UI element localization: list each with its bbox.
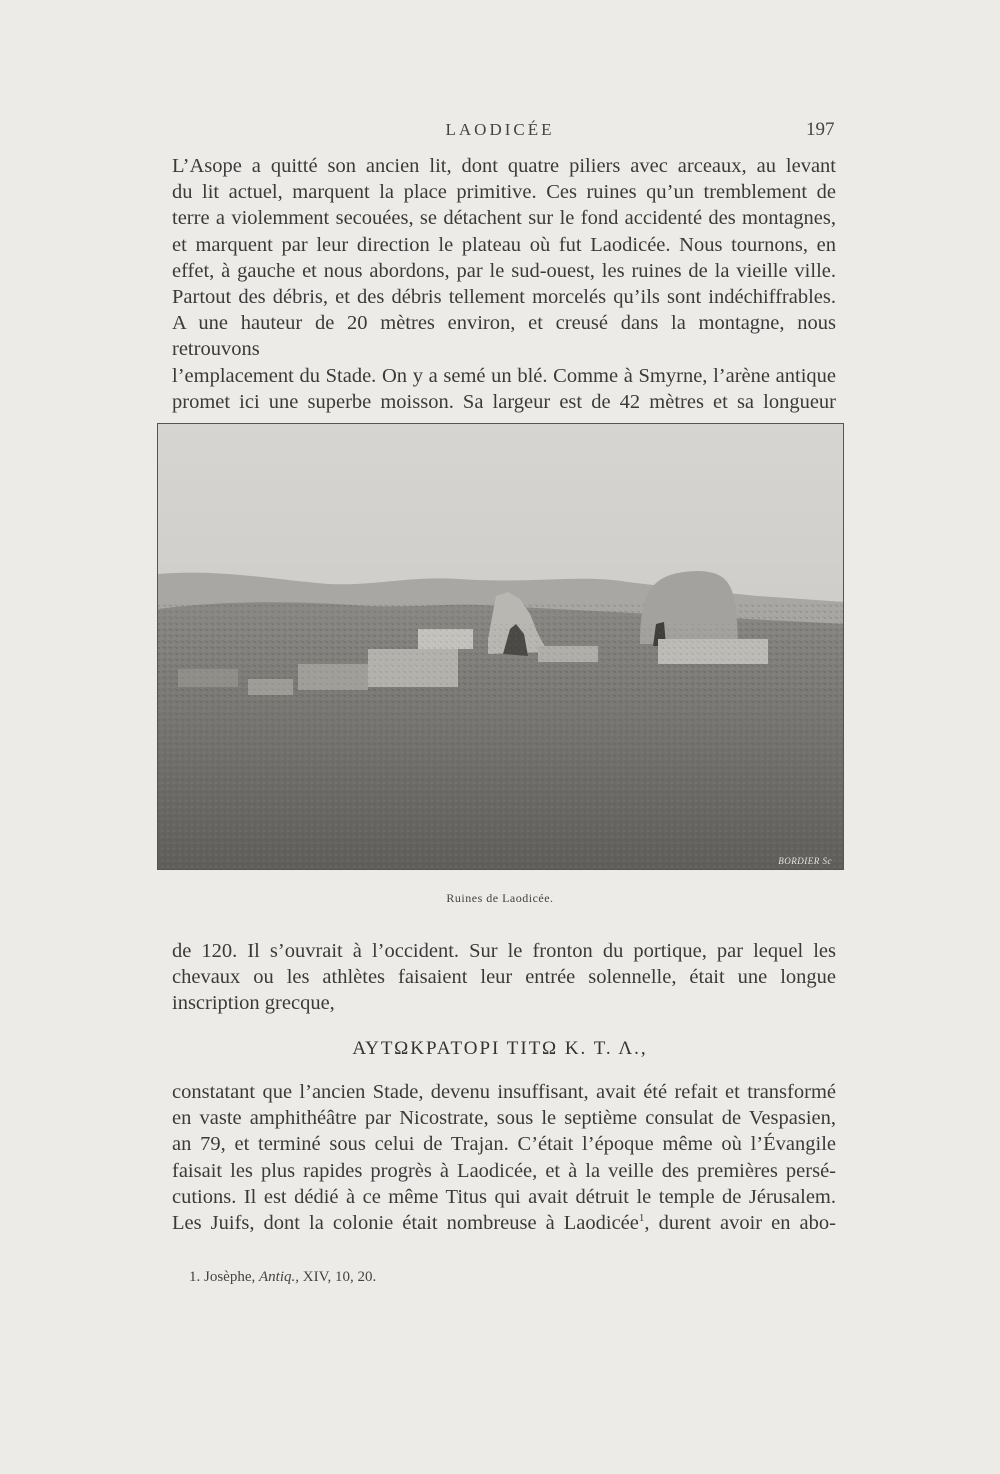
greek-inscription: ΑΥΤΩΚΡΑΤΟΡΙ ΤΙΤΩ Κ. Τ. Λ.,	[352, 1038, 648, 1059]
text-line: faisait les plus rapides progrès à Laodicée, et à la veille des premières persé-	[172, 1159, 836, 1182]
ruins-photograph	[157, 423, 844, 870]
text-line: cutions. Il est dédié à ce même Titus qui avait détruit le temple de Jérusalem.	[172, 1185, 836, 1208]
text-line: promet ici une superbe moisson. Sa largeur est de 42 mètres et sa longueur	[172, 390, 836, 413]
footnote-marker[interactable]: 1	[638, 1212, 645, 1225]
text-line: A une hauteur de 20 mètres environ, et creusé dans la montagne, nous retrouvons	[172, 312, 836, 361]
page-number: 197	[806, 119, 835, 140]
text-line	[172, 1210, 836, 1236]
text-line: L’Asope a quitté son ancien lit, dont quatre piliers avec arceaux, au levant	[172, 155, 836, 177]
paragraph-3	[172, 1079, 836, 1236]
text-line: an 79, et terminé sous celui de Trajan. C’était l’époque même où l’Évangile	[172, 1133, 836, 1156]
text-fragment: Les Juifs, dont la colonie était nombreuse à Laodicée	[172, 1212, 639, 1235]
text-fragment: , durent avoir en abo-	[644, 1212, 836, 1235]
footnote-author: Josèphe,	[204, 1269, 256, 1285]
text-line: et marquent par leur direction le plateau où fut Laodicée. Nous tournons, en	[172, 233, 836, 256]
footnote-reference: XIV, 10, 20.	[302, 1269, 377, 1285]
text-line: chevaux ou les athlètes faisaient leur entrée solennelle, était une longue	[172, 966, 836, 989]
text-line: constatant que l’ancien Stade, devenu insuffisant, avait été refait et transformé	[172, 1081, 836, 1103]
ruins-landscape-image	[158, 424, 844, 870]
paragraph-2	[172, 938, 836, 1017]
text-line: Partout des débris, et des débris tellement morcelés qu’ils sont indéchiffrables.	[172, 286, 836, 309]
text-line: l’emplacement du Stade. On y a semé un blé. Comme à Smyrne, l’arène antique	[172, 364, 836, 387]
text-line: en vaste amphithéâtre par Nicostrate, sous le septième consulat de Vespasien,	[172, 1107, 836, 1130]
footnote	[189, 1269, 376, 1286]
footnote-work: Antiq.,	[259, 1269, 299, 1285]
figure-caption: Ruines de Laodicée.	[446, 891, 554, 905]
engraver-signature: BORDIER Sc	[778, 856, 832, 866]
text-line: effet, à gauche et nous abordons, par le sud-ouest, les ruines de la vieille ville.	[172, 259, 836, 282]
running-title: LAODICÉE	[445, 120, 555, 139]
text-line: terre a violemment secouées, se détachent sur le fond accidenté des montagnes,	[172, 207, 836, 230]
text-line: inscription grecque,	[172, 992, 335, 1015]
text-line: du lit actuel, marquent la place primitive. Ces ruines qu’un tremblement de	[172, 181, 836, 204]
paragraph-1	[172, 153, 836, 415]
text-line: de 120. Il s’ouvrait à l’occident. Sur le fronton du portique, par lequel les	[172, 940, 836, 962]
footnote-number: 1.	[189, 1269, 201, 1285]
